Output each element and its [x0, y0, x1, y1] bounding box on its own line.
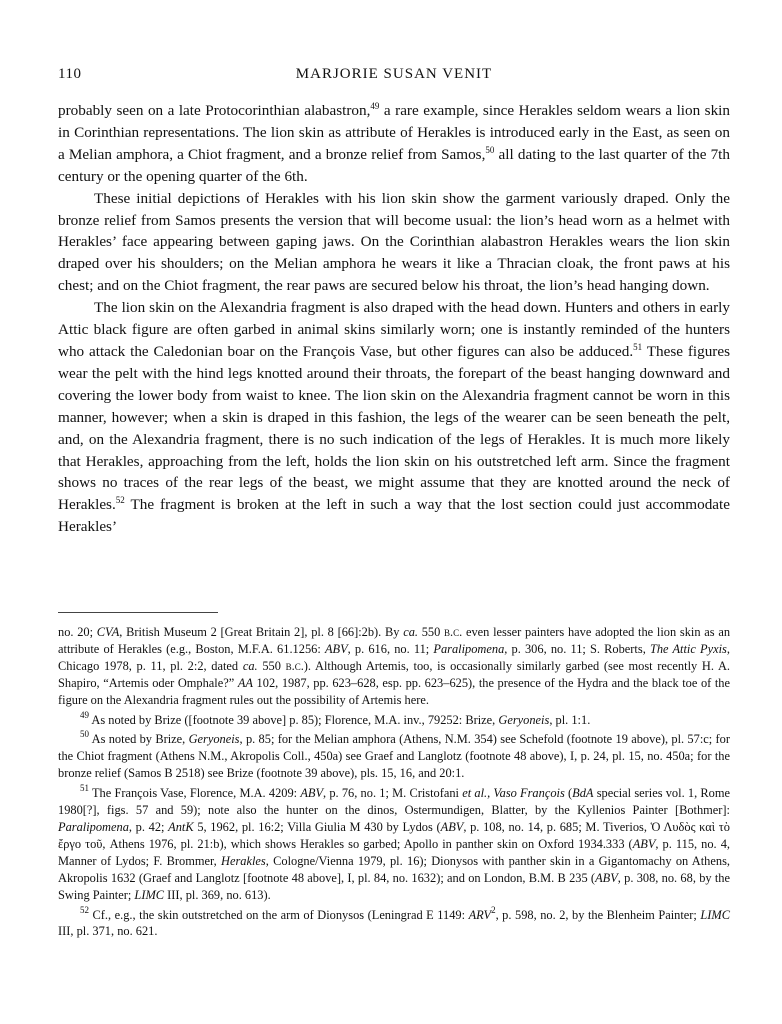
footnote-ref-51: 51 — [633, 341, 643, 352]
footnote-51: $^{51}$ The François Vase, Florence, M.A. 4209: ABV, p. 76, no. 1; M. Cristofani et al., Vaso François (BdA special series vol. 1, Rome 1980[?], figs. 57 and 59); note also the hunter on the dinos, Ostermundigen, Blatter, by the Kyllenios Painter [Bothmer]: Paralipomena, p. 42; AntK 5, 1962, pl. 16:2; Villa Giulia M 430 by Lydos (ABV, p. 108, no. 14, p. 685; M. Tiverios, Ὁ Λυδὸς καὶ τὸ ἔργο τοῦ, Athens 1976, pl. 21:b), which shows Herakles so garbed; Apollo in panther skin on Oxford 1934.333 (ABV, p. 115, no. 4, Manner of Lydos; F. Brommer, Herakles, Cologne/Vienna 1979, pl. 16); Dionysos with panther skin in a Gigantomachy on Athens, Akropolis 1632 (Graef and Langlotz [footnote 48 above], I, pl. 84, no. 1632); and on London, B.M. B 235 (ABV, p. 308, no. 68, by the Swing Painter; LIMC III, pl. 369, no. 613). — [58, 783, 730, 902]
footnote-ref-52: 52 — [115, 495, 125, 506]
greek-title: Ὁ Λυδὸς καὶ τὸ ἔργο τοῦ — [58, 819, 730, 851]
footnote-49: $^{49}$ As noted by Brize ([footnote 39 above] p. 85); Florence, M.A. inv., 79252: Brize, Geryoneis, pl. 1:1. — [80, 709, 591, 727]
paragraph-1: probably seen on a late Protocorinthian alabastron,$^{49}$ a rare example, since Herakles seldom wears a lion skin in Corinthian representations. The lion skin as attribute of Herakles is introduced early in the East, as seen on a Melian amphora, a Chiot fragment, and a bronze relief from Samos,$^{50}$ all dating to the last quarter of the 7th century or the opening quarter of the 6th. — [58, 101, 730, 185]
footnote-ref-49: 49 — [370, 101, 380, 111]
footnote-50: $^{50}$ As noted by Brize, Geryoneis, p. 85; for the Melian amphora (Athens, N.M. 354) see Schefold (footnote 19 above), pl. 57:c; for the Chiot fragment (Athens N.M., Akropolis Coll., 450a) see Graef and Langlotz (footnote 48 above), I, p. 24, pl. 15, no. 450a; for the bronze relief (Samos B 2518) see Brize (footnote 39 above), pls. 15, 16, and 20:1. — [58, 729, 730, 781]
paragraph-3: The lion skin on the Alexandria fragment is also draped with the head down. Hunters and others in early Attic black figure are often garbed in animal skins similarly worn; one is instantly reminded of the hunters who attack the Caledonian boar on the François Vase, but other figures can also be adduced.$^{51}$ These figures wear the pelt with the hind legs knotted around their throats, the forepart of the beast hanging downward and covering the lower body from waist to knee. The lion skin on the Alexandria fragment cannot be worn in this manner, however; when a skin is draped in this fashion, the legs of the wearer can be seen beneath the pelt, and, on the Alexandria fragment, there is no such indication of the legs of Herakles. It is much more likely that Herakles, approaching from the left, holds the lion skin on his outstretched left arm. Since the fragment shows no traces of the rear legs of the beast, we might assume that they are knotted around the neck of Herakles.$^{52}$ The fragment is broken at the left in such a way that the lost section could just accommodate Herakles’ — [58, 299, 730, 536]
footnote-continuation: no. 20; CVA, British Museum 2 [Great Britain 2], pl. 8 [66]:2b). By ca. 550 b.c. even lesser painters have adopted the lion skin as an attribute of Herakles (e.g., Boston, M.F.A. 61.1256: ABV, p. 616, no. 11; Paralipomena, p. 306, no. 11; S. Roberts, The Attic Pyxis, Chicago 1978, p. 11, pl. 2:2, dated ca. 550 b.c.). Although Artemis, too, is occasionally similarly garbed (see most recently H. A. Shapiro, “Artemis oder Omphale?” AA 102, 1987, pp. 623–628, esp. pp. 623–625), the presence of the Hydra and the black toe of the figure on the Alexandria fragment rules out the possibility of Artemis here. — [58, 625, 731, 707]
paragraph-2: These initial depictions of Herakles with his lion skin show the garment variously draped. Only the bronze relief from Samos presents the version that will become usual: the lion’s head worn as a helmet with Herakles’ face appearing between gaping jaws. On the Corinthian alabastron Herakles wears the lion skin draped over his shoulders; on the Melian amphora he wears it like a Thracian cloak, the front paws at his chest; and on the Chiot fragment, the rear paws are secured below his throat, the lion’s head hanging down. — [58, 189, 730, 295]
main-text — [58, 100, 730, 538]
footnote-rule — [58, 612, 218, 613]
footnote-ref-50: 50 — [485, 144, 495, 155]
footnote-52: $^{52}$ Cf., e.g., the skin outstretched on the arm of Dionysos (Leningrad E 1149: ARV$^2$, p. 598, no. 2, by the Blenheim Painter; LIMC III, pl. 371, no. 621. — [58, 904, 730, 939]
footnotes — [58, 624, 730, 943]
running-header — [58, 66, 730, 90]
page-number: 110 — [58, 66, 82, 82]
running-head-author: MARJORIE SUSAN VENIT — [295, 66, 493, 82]
